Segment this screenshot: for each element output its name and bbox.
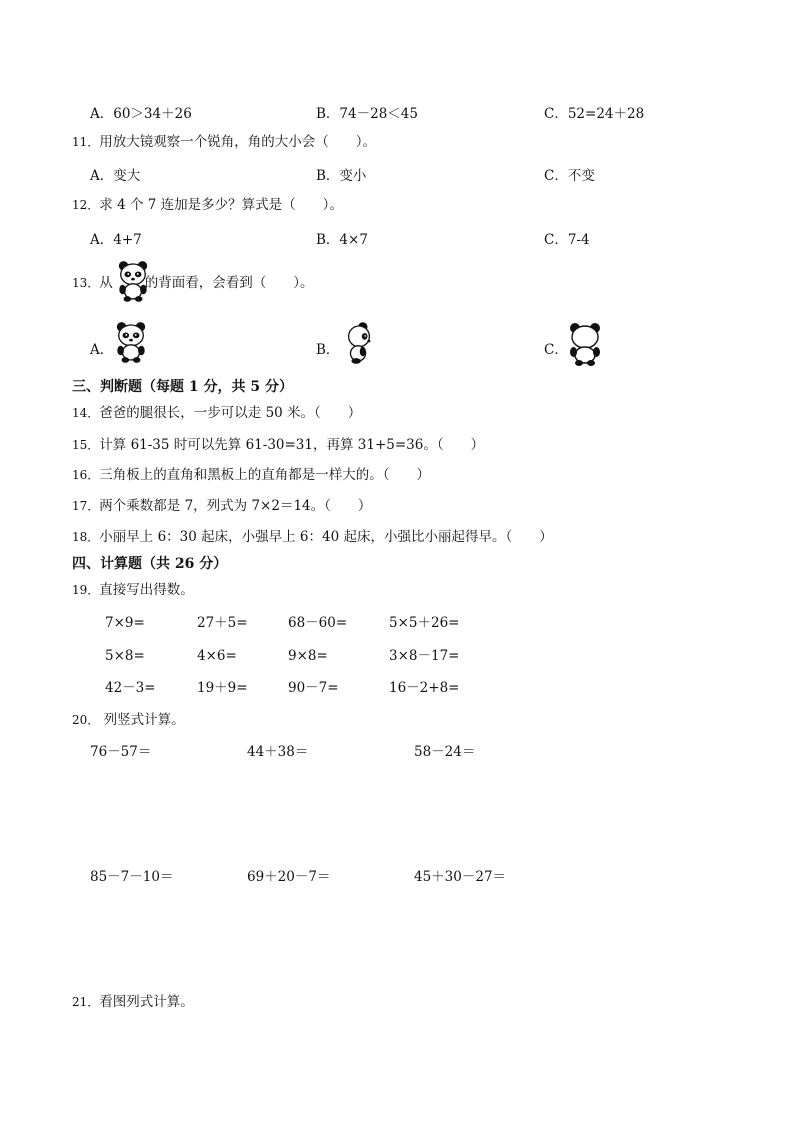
option-letter: B． [316,106,340,122]
option-text: 变小 [339,168,367,184]
q20-cell: 44＋38＝ [247,744,309,760]
q12-option-c [544,228,590,248]
q11-option-c [544,164,595,184]
option-letter: C． [544,168,568,184]
option-text: 4×7 [339,232,368,248]
question-17 [72,497,371,515]
option-letter: A． [90,342,114,358]
question-text: 用放大镜观察一个锐角，角的大小会（ ）。 [99,134,377,150]
question-16 [72,466,430,484]
question-text: 计算 61-35 时可以先算 61-30=31，再算 31+5=36。（ ） [99,437,485,453]
q19-cell: 90－7= [288,680,339,696]
q19-cell: 7×9= [105,615,145,631]
option-letter: A． [90,106,114,122]
question-text: 看图列式计算。 [99,994,194,1010]
q20-cell: 76－57＝ [90,744,152,760]
question-number: 20． [72,713,100,727]
q13-option-b [316,338,339,358]
option-text: 不变 [567,168,595,184]
q13-option-c [544,338,568,358]
q19-cell: 5×8= [105,648,145,664]
question-number: 18． [72,530,100,544]
question-number: 13． [72,276,100,290]
option-text: 60＞34＋26 [113,106,192,122]
option-text: 7-4 [567,232,590,248]
option-text: 52=24＋28 [567,106,645,122]
section-3-title: 三、判断题（每题 1 分，共 5 分） [72,379,293,395]
question-number: 21． [72,995,100,1009]
question-number: 15． [72,438,100,452]
option-text: 变大 [113,168,141,184]
panda-side-icon [342,320,376,366]
q19-cell: 68－60= [288,615,348,631]
q12-option-a [90,228,142,248]
question-text-before: 从 [99,275,113,291]
option-letter: B． [316,232,340,248]
q10-option-a [90,102,192,122]
panda-back-icon [567,320,603,368]
question-21 [72,993,194,1011]
question-11 [72,133,376,151]
question-text: 小丽早上 6：30 起床，小强早上 6：40 起床，小强比小丽起得早。（ ） [99,529,553,545]
option-letter: C． [544,106,568,122]
question-12 [72,196,343,214]
question-number: 17． [72,499,100,513]
question-number: 11． [72,135,100,149]
option-text: 74－28＜45 [339,106,418,122]
question-14 [72,404,361,422]
question-15 [72,436,484,454]
option-letter: A． [90,168,114,184]
option-letter: B． [316,168,340,184]
q20-cell: 45＋30－27＝ [414,869,507,885]
q19-cell: 19＋9= [197,680,248,696]
question-text-after: 的背面看，会看到（ ）。 [144,275,314,291]
option-letter: B． [316,342,340,358]
option-letter: A． [90,232,114,248]
section-4-title: 四、计算题（共 26 分） [72,556,228,572]
question-number: 14． [72,406,100,420]
question-number: 19． [72,583,100,597]
question-20 [72,711,185,729]
question-13 [72,274,314,292]
question-number: 16． [72,468,100,482]
question-text: 两个乘数都是 7，列式为 7×2＝14。（ ） [99,498,372,514]
q12-option-b [316,228,368,248]
q19-cell: 42－3= [105,680,156,696]
q19-cell: 4×6= [197,648,237,664]
panda-icon [116,259,150,303]
q19-cell: 3×8－17= [389,648,460,664]
q19-cell: 16－2+8= [389,680,460,696]
q11-option-a [90,164,140,184]
q19-cell: 27＋5= [197,615,248,631]
q19-cell: 9×8= [288,648,328,664]
q11-option-b [316,164,366,184]
q10-option-c [544,102,644,122]
q10-option-b [316,102,418,122]
option-letter: C． [544,232,568,248]
question-text: 列竖式计算。 [99,712,185,728]
question-text: 爸爸的腿很长，一步可以走 50 米。（ ） [99,405,362,421]
question-number: 12． [72,198,100,212]
question-19 [72,581,194,599]
q20-cell: 85－7－10＝ [90,869,174,885]
option-text: 4+7 [113,232,142,248]
question-text: 三角板上的直角和黑板上的直角都是一样大的。（ ） [99,467,431,483]
question-text: 直接写出得数。 [99,582,194,598]
question-text: 求 4 个 7 连加是多少？算式是（ ）。 [99,197,343,213]
panda-front-icon [114,320,148,364]
q20-cell: 69＋20－7＝ [247,869,331,885]
q19-cell: 5×5＋26= [389,615,460,631]
question-18 [72,528,553,546]
q13-option-a [90,338,113,358]
option-letter: C． [544,342,568,358]
q20-cell: 58－24＝ [414,744,476,760]
